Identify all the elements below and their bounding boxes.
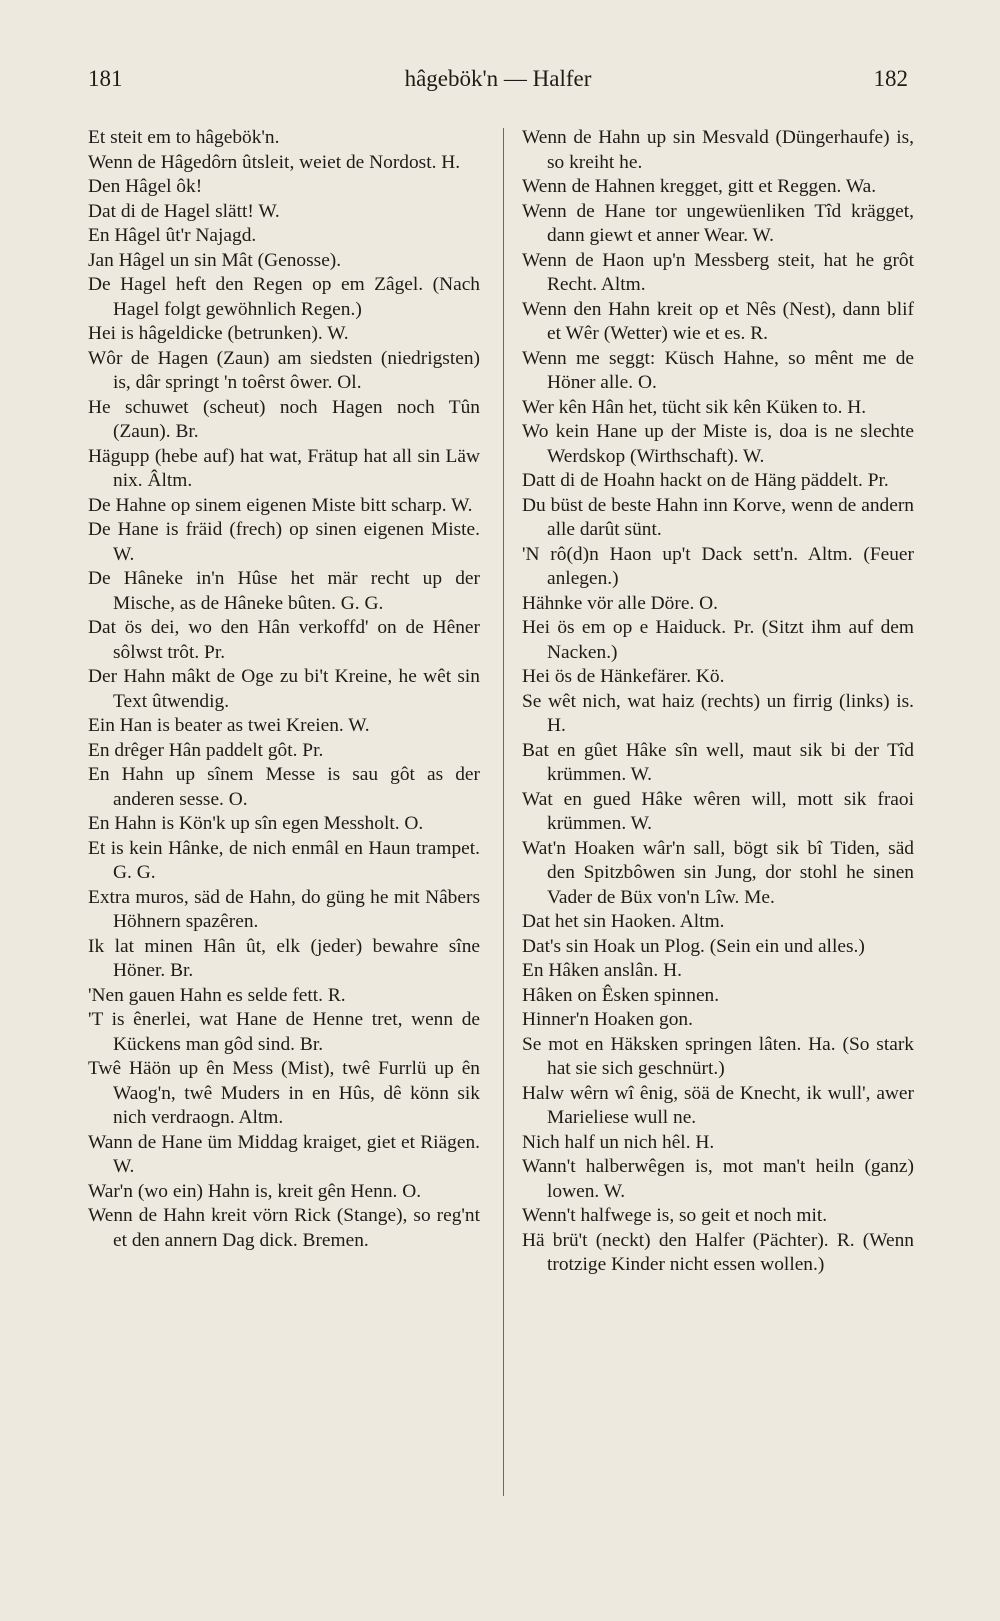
entry: Hei ös de Hänkefärer. Kö. [522,666,725,687]
entry: Wôr de Hagen (Zaun) am siedsten (niedrigsten) is, dâr springt 'n toêrst ôwer. Ol. [88,347,480,393]
page-number-left: 181 [88,66,123,91]
left-column [88,126,480,1253]
entry: Wenn de Hahn kreit vörn Rick (Stange), so reg'nt et den annern Dag dick. Bremen. [88,1205,480,1251]
entry: Datt di de Hoahn hackt on de Häng päddelt. Pr. [522,470,889,491]
entry: Et is kein Hânke, de nich enmâl en Haun trampet. G. G. [88,837,480,883]
page-header [88,66,908,106]
entry: Wann't halberwêgen is, mot man't heiln (ganz) lowen. W. [522,1156,914,1202]
entry: Wenn de Hane tor ungewüenliken Tîd krägget, dann giewt et anner Wear. W. [522,200,914,246]
entry: De Hane is fräid (frech) op sinen eigenen Miste. W. [88,519,480,565]
entry: Dat di de Hagel slätt! W. [88,200,280,222]
entry: Dat's sin Hoak un Plog. (Sein ein und alles.) [522,935,865,957]
entry: Wann de Hane üm Middag kraiget, giet et Riägen. W. [88,1131,480,1177]
entry: De Hâneke in'n Hûse het mär recht up der Mische, as de Hâneke bûten. G. G. [88,568,480,614]
entry: En Hahn is Kön'k up sîn egen Messholt. O. [88,813,424,834]
entry: Hinner'n Hoaken gon. [522,1009,693,1030]
entry: Et steit em to hâgebök'n. [88,127,280,148]
entry: Wenn't halfwege is, so geit et noch mit. [522,1205,828,1226]
entry: Hägupp (hebe auf) hat wat, Frätup hat all sin Läw nix. Âltm. [88,445,480,491]
entry: Der Hahn mâkt de Oge zu bi't Kreine, he wêt sin Text ûtwendig. [88,666,480,712]
entry: De Hagel heft den Regen op em Zâgel. (Nach Hagel folgt gewöhnlich Regen.) [88,274,480,320]
entry: Wenn de Hâgedôrn ûtsleit, weiet de Nordost. H. [88,151,461,173]
entry: Ein Han is beater as twei Kreien. W. [88,715,370,736]
entry: 'T is ênerlei, wat Hane de Henne tret, wenn de Kückens man gôd sind. Br. [88,1009,480,1055]
entry: Wer kên Hân het, tücht sik kên Küken to. H. [522,396,867,418]
entry: Hä brü't (neckt) den Halfer (Pächter). R. (Wenn trotzige Kinder nicht essen wollen.) [522,1229,914,1275]
entry: Dat het sin Haoken. Altm. [522,911,725,932]
entry: Ik lat minen Hân ût, elk (jeder) bewahre sîne Höner. Br. [88,935,480,981]
entry: Wo kein Hane up der Miste is, doa is ne slechte Werdskop (Wirthschaft). W. [522,421,914,467]
entry: 'N rô(d)n Haon up't Dack sett'n. Altm. (Feuer anlegen.) [522,543,914,589]
entry: En Hâgel ût'r Najagd. [88,225,257,246]
entry: Hei ös em op e Haiduck. Pr. (Sitzt ihm auf dem Nacken.) [522,617,914,663]
running-title: hâgebök'n — Halfer [404,66,592,91]
entry: Wat en gued Hâke wêren will, mott sik fraoi krümmen. W. [522,788,914,834]
entry: Hei is hâgeldicke (betrunken). W. [88,323,349,344]
entry: Extra muros, säd de Hahn, do güng he mit Nâbers Höhnern spazêren. [88,886,480,932]
page-number-right: 182 [873,66,908,91]
entry: Wenn de Hahn up sin Mesvald (Düngerhaufe) is, so kreiht he. [522,127,914,173]
entry: Se wêt nich, wat haiz (rechts) un firrig (links) is. H. [522,690,914,736]
entry: En Hahn up sînem Messe is sau gôt as der anderen sesse. O. [88,764,480,810]
entry: Den Hâgel ôk! [88,176,203,197]
entry: Bat en gûet Hâke sîn well, maut sik bi der Tîd krümmen. W. [522,739,914,785]
entry: Wat'n Hoaken wâr'n sall, bögt sik bî Tiden, säd den Spitzbôwen sin Jung, dor stohl he sinen Vader de Büx von'n Lîw. Me. [522,837,914,908]
entry: 'Nen gauen Hahn es selde fett. R. [88,984,346,1006]
entry: He schuwet (scheut) noch Hagen noch Tûn (Zaun). Br. [88,396,480,442]
entry: De Hahne op sinem eigenen Miste bitt scharp. W. [88,494,473,516]
entry: Wenn den Hahn kreit op et Nês (Nest), dann blif et Wêr (Wetter) wie et es. R. [522,298,914,344]
entry: Nich half un nich hêl. H. [522,1131,715,1153]
entry: Halw wêrn wî ênig, söä de Knecht, ik wull', awer Marieliese wull ne. [522,1082,914,1128]
entry: En drêger Hân paddelt gôt. Pr. [88,739,324,761]
right-column [522,126,914,1278]
entry: Wenn de Hahnen kregget, gitt et Reggen. Wa. [522,176,877,197]
entry: Wenn de Haon up'n Messberg steit, hat he grôt Recht. Altm. [522,249,914,295]
entry: Twê Häön up ên Mess (Mist), twê Furrlü up ên Waog'n, twê Muders in en Hûs, dê könn sik nich verdraogn. Altm. [88,1058,480,1128]
entry: Dat ös dei, wo den Hân verkoffd' on de Hêner sôlwst trôt. Pr. [88,617,480,663]
entry: Jan Hâgel un sin Mât (Genosse). [88,249,342,271]
entry: Hâken on Êsken spinnen. [522,984,720,1006]
column-divider [503,128,504,1496]
entry: Se mot en Häksken springen lâten. Ha. (So stark hat sie sich geschnürt.) [522,1033,914,1079]
entry: En Hâken anslân. H. [522,960,682,981]
entry: Hähnke vör alle Döre. O. [522,592,718,614]
entry: Wenn me seggt: Küsch Hahne, so mênt me de Höner alle. O. [522,347,914,393]
entry: Du büst de beste Hahn inn Korve, wenn de andern alle darût sünt. [522,494,914,540]
entry: War'n (wo ein) Hahn is, kreit gên Henn. O. [88,1180,422,1202]
